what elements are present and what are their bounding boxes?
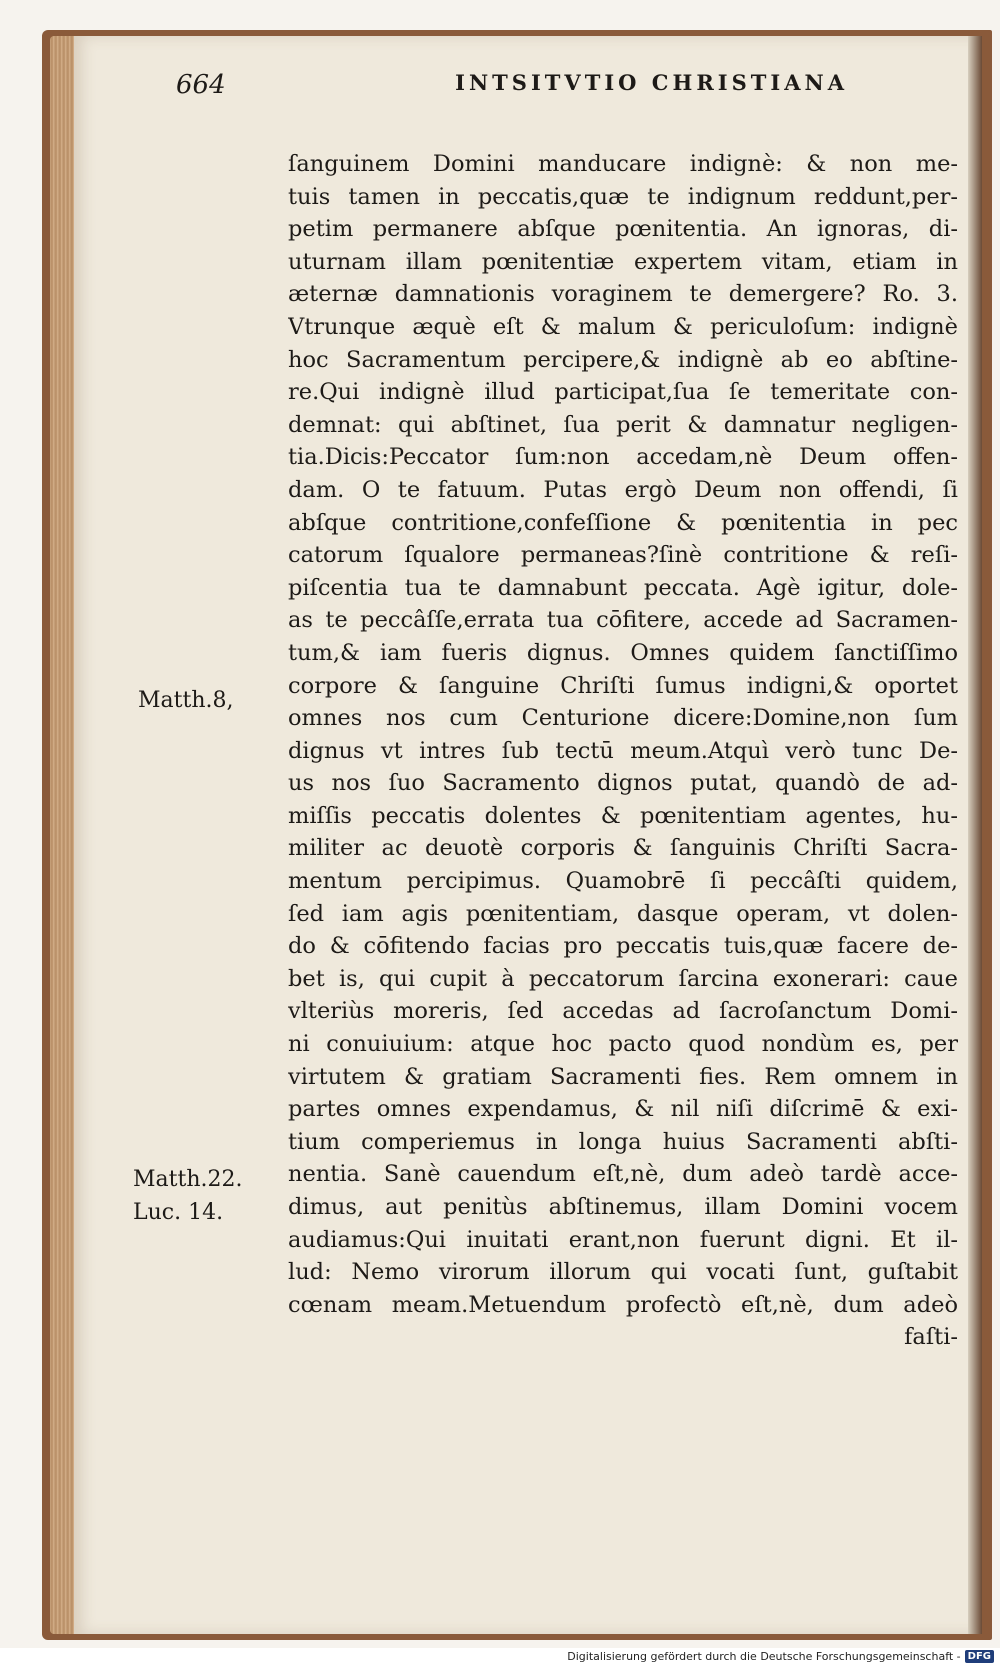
text-line: petim permanere abſque pœnitentia. An ignoras, di- [288, 216, 958, 243]
text-line: abſque contritione,confeſſione & pœnitentia in pec [288, 509, 958, 536]
text-line: piſcentia tua te damnabunt peccata. Agè igitur, dole- [288, 574, 958, 601]
text-line: ni conuiuium: atque hoc pacto quod nondùm es, per [288, 1031, 958, 1058]
running-title: INTSITVTIO CHRISTIANA [455, 70, 848, 95]
text-line: partes omnes expendamus, & nil niſi diſcrimē & exi- [288, 1096, 958, 1123]
text-line: cœnam meam.Metuendum profectò eſt,nè, dum adeò [288, 1291, 958, 1318]
text-line: omnes nos cum Centurione dicere:Domine,non ſum [288, 705, 958, 732]
text-line: dam. O te fatuum. Putas ergò Deum non offendi, ſi [288, 476, 958, 503]
text-line: vlteriùs moreris, ſed accedas ad ſacroſanctum Domi- [288, 998, 958, 1025]
text-line: audiamus:Qui inuitati erant,non fuerunt digni. Et il- [288, 1226, 958, 1253]
book-gutter [968, 36, 982, 1634]
margin-note-luke-14: Luc. 14. [133, 1200, 224, 1225]
text-line: tium comperiemus in longa huius Sacramenti abſti- [288, 1128, 958, 1155]
catchword: faſti- [904, 1324, 958, 1351]
text-line: virtutem & gratiam Sacramenti fies. Rem omnem in [288, 1063, 958, 1090]
text-line: re.Qui indignè illud participat,ſua ſe temeritate con- [288, 379, 958, 406]
text-line: nentia. Sanè cauendum eſt,nè, dum adeò tardè acce- [288, 1161, 958, 1188]
text-line: ſanguinem Domini manducare indignè: & non me- [288, 151, 958, 177]
text-line: catorum ſqualore permaneas?ſinè contritione & reſi- [288, 542, 958, 569]
text-line: demnat: qui abſtinet, ſua perit & damnatur negligen- [288, 411, 958, 438]
text-line: militer ac deuotè corporis & ſanguinis Chriſti Sacra- [288, 835, 958, 862]
text-line: hoc Sacramentum percipere,& indignè ab eo abſtine- [288, 346, 958, 373]
text-line: corpore & ſanguine Chriſti ſumus indigni,& oportet [288, 672, 958, 699]
margin-note-matthew-22: Matth.22. [133, 1167, 243, 1192]
digitization-credit [567, 1650, 994, 1663]
text-line: as te peccâſſe,errata tua cōfitere, accede ad Sacramen- [288, 607, 958, 634]
text-line: tia.Dicis:Peccator ſum:non accedam,nè Deum offen- [288, 444, 958, 471]
text-line: dignus vt intres ſub tectū meum.Atquì verò tunc De- [288, 737, 958, 764]
page-number: 664 [176, 70, 226, 100]
text-line: ſed iam agis pœnitentiam, dasque operam, vt dolen- [288, 900, 958, 927]
text-line: uturnam illam pœnitentiæ expertem vitam, etiam in [288, 248, 958, 275]
dfg-logo-icon: DFG [965, 1650, 994, 1663]
text-line: mentum percipimus. Quamobrē ſi peccâſti quidem, [288, 868, 958, 895]
margin-note-matthew-8: Matth.8, [138, 688, 234, 713]
text-line: miſſis peccatis dolentes & pœnitentiam agentes, hu- [288, 802, 958, 829]
text-line: lud: Nemo virorum illorum qui vocati ſunt, guſtabit [288, 1259, 958, 1286]
text-line: do & cōfitendo facias pro peccatis tuis,quæ facere de- [288, 933, 958, 960]
text-line: tuis tamen in peccatis,quæ te indignum reddunt,per- [288, 183, 958, 210]
text-line: Vtrunque æquè eſt & malum & periculoſum: indignè [288, 313, 958, 340]
page-edges [50, 36, 74, 1634]
credit-text: Digitalisierung gefördert durch die Deutsche Forschungsgemeinschaft - [567, 1650, 961, 1663]
text-line: us nos ſuo Sacramento dignos putat, quandò de ad- [288, 770, 958, 797]
text-line: æternæ damnationis voraginem te demergere? Ro. 3. [288, 281, 958, 308]
body-text [288, 148, 958, 1354]
text-line: tum,& iam fueris dignus. Omnes quidem ſanctiſſimo [288, 639, 958, 666]
text-line: dimus, aut penitùs abſtinemus, illam Domini vocem [288, 1194, 958, 1220]
text-line: bet is, qui cupit à peccatorum ſarcina exonerari: caue [288, 965, 958, 992]
